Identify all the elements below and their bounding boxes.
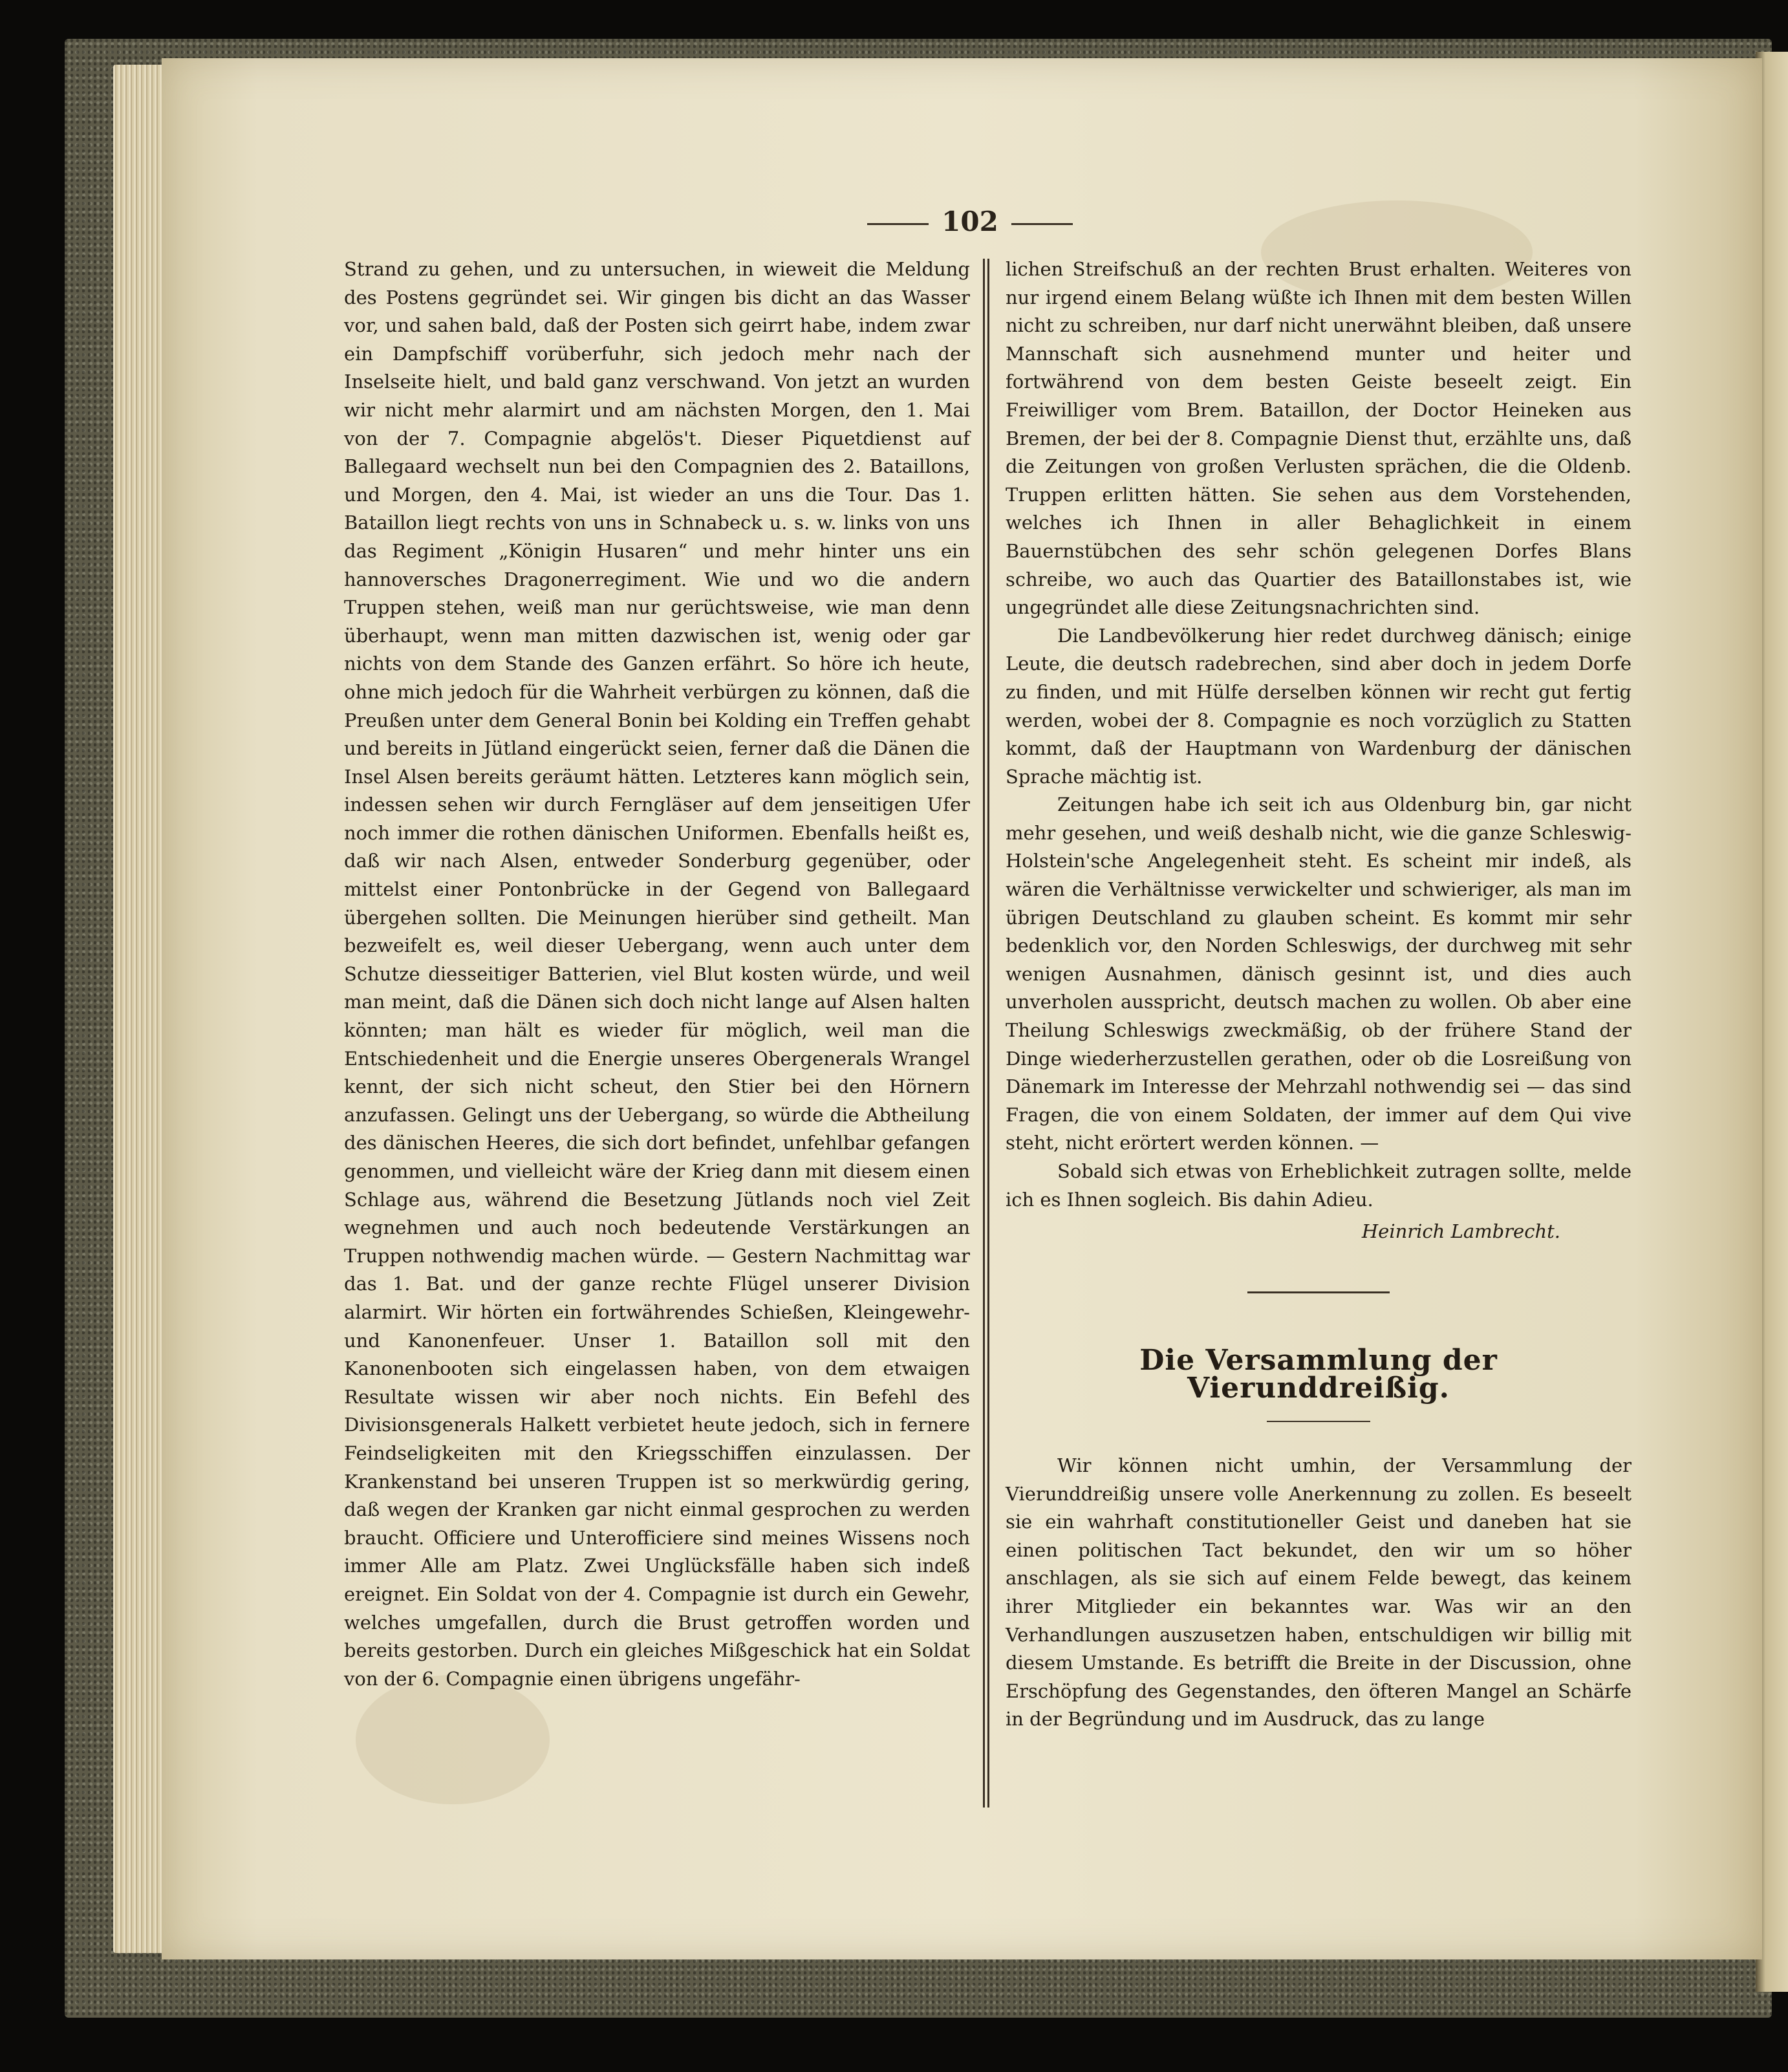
right-paragraph: Zeitungen habe ich seit ich aus Oldenburg bin, gar nicht mehr gesehen, und weiß deshalb nicht, wie die ganze Schleswig-Holstein'sche Angelegenheit steht. Es scheint mir indeß, als wären die Verhältnisse verwickelter und schwieriger, als man im übrigen Deutschland zu glauben scheint. Es kommt mir sehr bedenklich vor, den Norden Schleswigs, der durchweg mit sehr wenigen Ausnahmen, dänisch gesinnt ist, und dies auch unverholen ausspricht, deutsch machen zu wollen. Ob aber eine Theilung Schleswigs zweckmäßig, ob der frühere Stand der Dinge wiederherzustellen gerathen, oder ob die Losreißung von Dänemark im Interesse der Mehrzahl nothwendig sei — das sind Fragen, die von einem Soldaten, der immer auf dem Qui vive steht, nicht erörtert werden können. —: [1006, 793, 1632, 1154]
heading-rule: [1267, 1421, 1370, 1422]
section-separator: [1247, 1291, 1390, 1293]
column-divider: [983, 259, 989, 1808]
left-column: [344, 255, 970, 1693]
right-paragraph: lichen Streifschuß an der rechten Brust erhalten. Weiteres von nur irgend einem Belang wüßte ich Ihnen mit dem besten Willen nicht zu schreiben, nur darf nicht unerwähnt bleiben, daß unsere Mannschaft sich ausnehmend munter und heiter und fortwährend von dem besten Geiste beseelt zeigt. Ein Freiwilliger vom Brem. Bataillon, der Doctor Heineken aus Bremen, der bei der 8. Compagnie Dienst thut, erzählte uns, daß die Zeitungen von großen Verlusten sprächen, die die Oldenb. Truppen erlitten hätten. Sie sehen aus dem Vorstehenden, welches ich Ihnen in aller Behaglichkeit in einem Bauernstübchen des sehr schön gelegenen Dorfes Blans schreibe, wo auch das Quartier des Bataillonstabes ist, wie ungegründet alle diese Zeitungsnachrichten sind.: [1006, 258, 1632, 619]
page-number-rule-right: [1011, 223, 1073, 225]
page-number: [841, 206, 1099, 237]
paper-stain: [356, 1675, 550, 1804]
page-number-rule-left: [867, 223, 929, 225]
letter-signature: Heinrich Lambrecht.: [1361, 1220, 1560, 1243]
right-paragraph: Die Landbevölkerung hier redet durchweg dänisch; einige Leute, die deutsch radebrechen, sind aber doch in jedem Dorfe zu finden, und mit Hülfe derselben können wir recht gut fertig werden, wobei der 8. Compagnie es noch vorzüglich zu Statten kommt, daß der Hauptmann von Wardenburg der dänischen Sprache mächtig ist.: [1006, 624, 1632, 788]
article-paragraph: Wir können nicht umhin, der Versammlung der Vierunddreißig unsere volle Anerkennung zu zollen. Es beseelt sie ein wahrhaft constitutioneller Geist und daneben hat sie einen politischen Tact bekundet, den wir um so höher anschlagen, als sie sich auf einem Felde bewegt, das keinem ihrer Mitglieder ein bekanntes war. Was wir an den Verhandlungen auszusetzen haben, entschuldigen wir billig mit diesem Umstande. Es betrifft die Breite in der Discussion, ohne Erschöpfung des Gegenstandes, den öfteren Mangel an Schärfe in der Begründung und im Ausdruck, das zu lange: [1006, 1454, 1632, 1731]
page-number-text: 102: [942, 206, 998, 237]
left-paragraph: Strand zu gehen, und zu untersuchen, in wieweit die Meldung des Postens gegründet sei. Wir gingen bis dicht an das Wasser vor, und sahen bald, daß der Posten sich geirrt habe, indem zwar ein Dampfschiff vorüberfuhr, sich jedoch mehr nach der Inselseite hielt, und bald ganz verschwand. Von jetzt an wurden wir nicht mehr alarmirt und am nächsten Morgen, den 1. Mai von der 7. Compagnie abgelös't. Dieser Piquetdienst auf Ballegaard wechselt nun bei den Compagnien des 2. Bataillons, und Morgen, den 4. Mai, ist wieder an uns die Tour. Das 1. Bataillon liegt rechts von uns in Schnabeck u. s. w. links von uns das Regiment „Königin Husaren“ und mehr hinter uns ein hannoversches Dragonerregiment. Wie und wo die andern Truppen stehen, weiß man nur gerüchtsweise, wie man denn überhaupt, wenn man mitten dazwischen ist, wenig oder gar nichts von dem Stande des Ganzen erfährt. So höre ich heute, ohne mich jedoch für die Wahrheit verbürgen zu können, daß die Preußen unter dem General Bonin bei Kolding ein Treffen gehabt und bereits in Jütland eingerückt seien, ferner daß die Dänen die Insel Alsen bereits geräumt hätten. Letzteres kann möglich sein, indessen sehen wir durch Ferngläser auf dem jenseitigen Ufer noch immer die rothen dänischen Uniformen. Ebenfalls heißt es, daß wir nach Alsen, entweder Sonderburg gegenüber, oder mittelst einer Pontonbrücke in der Gegend von Ballegaard übergehen sollten. Die Meinungen hierüber sind getheilt. Man bezweifelt es, weil dieser Uebergang, wenn auch unter dem Schutze diesseitiger Batterien, viel Blut kosten würde, und weil man meint, daß die Dänen sich doch nicht lange auf Alsen halten könnten; man hält es wieder für möglich, weil man die Entschiedenheit und die Energie unseres Obergenerals Wrangel kennt, der sich nicht scheut, den Stier bei den Hörnern anzufassen. Gelingt uns der Uebergang, so würde die Abtheilung des dänischen Heeres, die sich dort befindet, unfehlbar gefangen genommen, und vielleicht wäre der Krieg dann mit diesem einen Schlage aus, während die Besetzung Jütlands noch viel Zeit wegnehmen und auch noch bedeutende Verstärkungen an Truppen nothwendig machen würde. — Gestern Nachmittag war das 1. Bat. und der ganze rechte Flügel unserer Division alarmirt. Wir hörten ein fortwährendes Schießen, Kleingewehr- und Kanonenfeuer. Unser 1. Bataillon soll mit den Kanonenbooten sich eingelassen haben, von dem etwaigen Resultate wissen wir aber noch nichts. Ein Befehl des Divisionsgenerals Halkett verbietet heute jedoch, sich in fernere Feindseligkeiten mit den Kriegsschiffen einzulassen. Der Krankenstand bei unseren Truppen ist so merkwürdig gering, daß wegen der Kranken gar nicht einmal gesprochen zu werden braucht. Officiere und Unterofficiere sind meines Wissens noch immer Alle am Platz. Zwei Unglücksfälle haben sich indeß ereignet. Ein Soldat von der 4. Compagnie ist durch ein Gewehr, welches umgefallen, durch die Brust getroffen worden und bereits gestorben. Durch ein gleiches Mißgeschick hat ein Soldat von der 6. Compagnie einen übrigens ungefähr-: [344, 258, 970, 1690]
right-column: [1006, 255, 1632, 1734]
article-heading: Die Versammlung der Vierunddreißig.: [1139, 1343, 1498, 1405]
right-paragraph: Sobald sich etwas von Erheblichkeit zutragen sollte, melde ich es Ihnen sogleich. Bis dahin Adieu.: [1006, 1160, 1632, 1211]
